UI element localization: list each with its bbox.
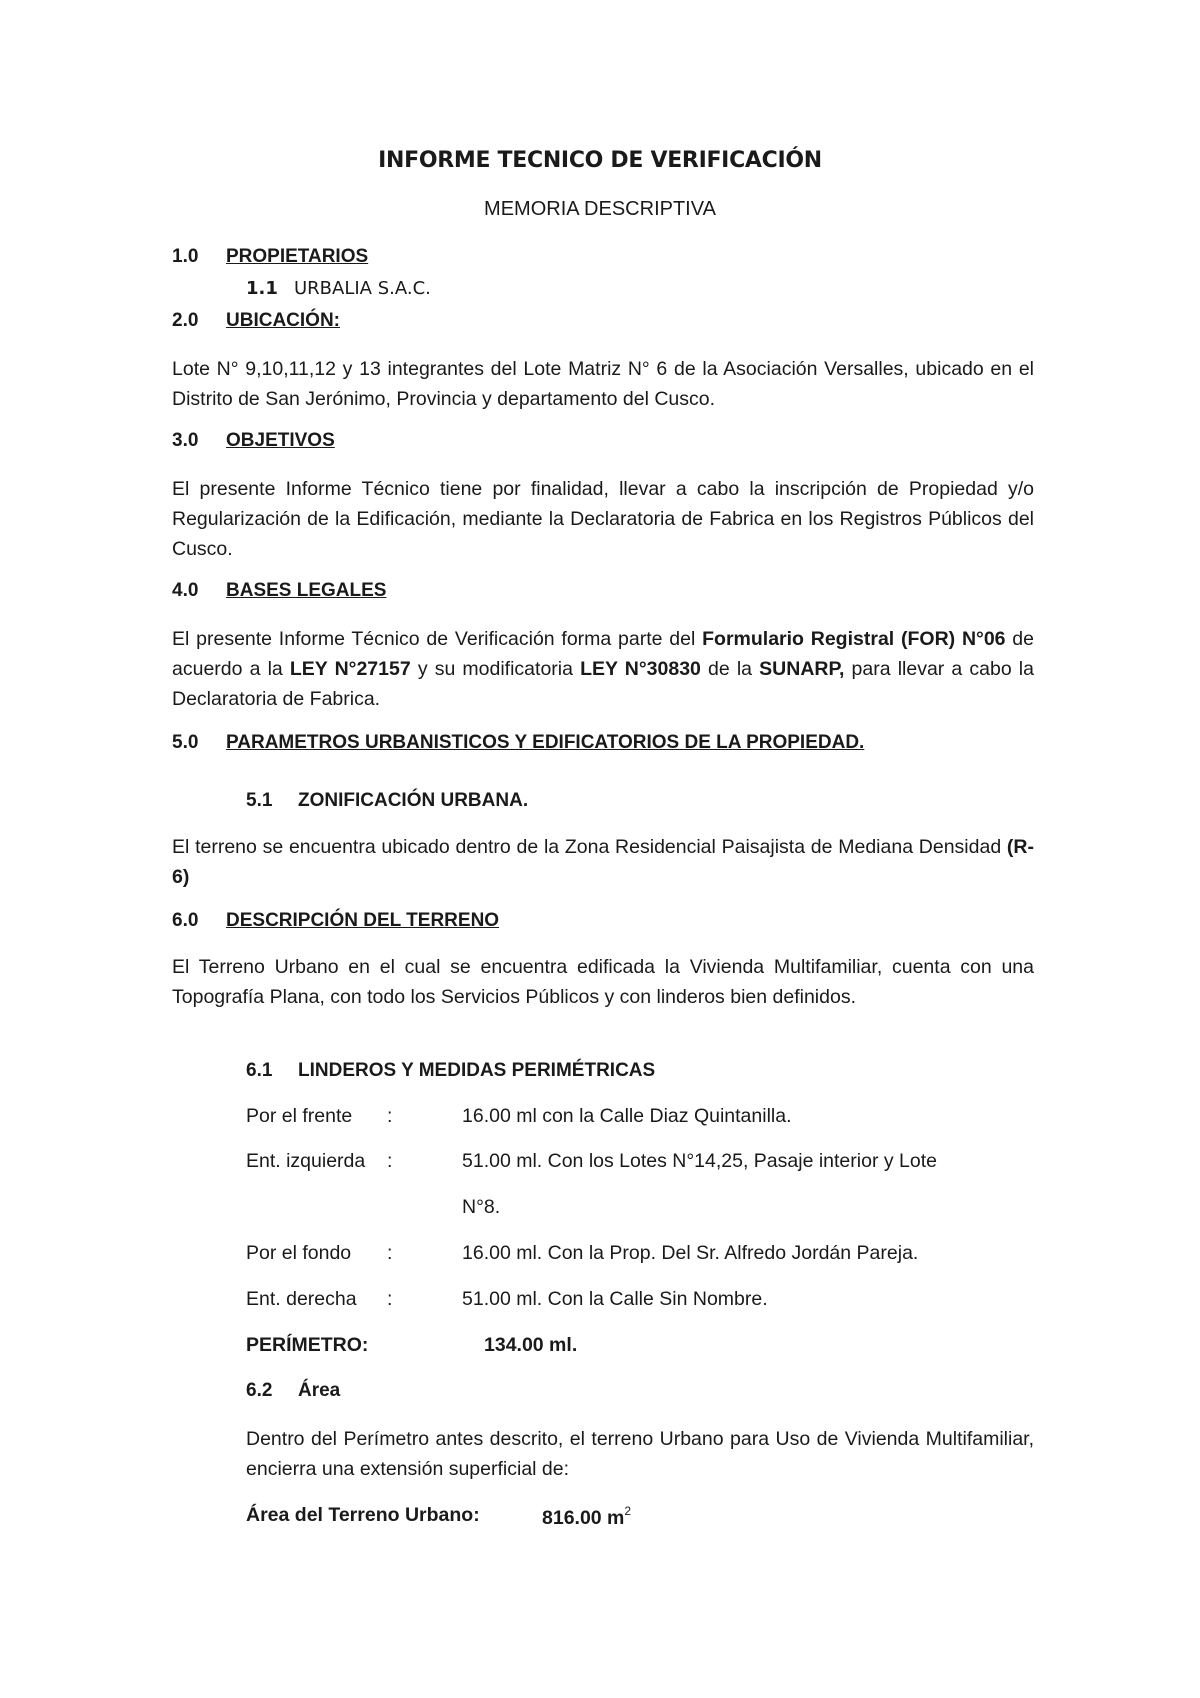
section-title: PROPIETARIOS (226, 246, 369, 267)
lindero-value: 51.00 ml. Con la Calle Sin Nombre. (462, 1288, 768, 1310)
subsection-zonificacion (246, 790, 528, 812)
descripcion-paragraph: El Terreno Urbano en el cual se encuentra edificada la Vivienda Multifamiliar, cuenta con una Topografía Plana, con todo los Servicios Públicos y con linderos bien definidos. (172, 956, 1034, 1008)
section-title: DESCRIPCIÓN DEL TERRENO (226, 910, 500, 931)
lindero-label: Ent. derecha (246, 1288, 357, 1310)
document-title: INFORME TECNICO DE VERIFICACIÓN (378, 148, 822, 173)
lindero-value: N°8. (462, 1196, 501, 1218)
zone-code: (R-6) (172, 836, 1034, 888)
ubicacion-paragraph: Lote N° 9,10,11,12 y 13 integrantes del Lote Matriz N° 6 de la Asociación Versalles, ubicado en el Distrito de San Jerónimo, Provincia y departamento del Cusco. (172, 358, 1034, 410)
section-title: OBJETIVOS (226, 430, 335, 451)
owner-name: URBALIA S.A.C. (294, 278, 431, 299)
bases-legales-paragraph (172, 624, 1034, 714)
zonificacion-paragraph (172, 832, 1034, 892)
subsection-number: 6.2 (246, 1380, 273, 1401)
text-run: de acuerdo a la (172, 628, 1034, 680)
ley-30830: LEY N°30830 (580, 658, 701, 680)
section-number: 2.0 (172, 310, 199, 331)
subsection-title: Área (298, 1380, 341, 1401)
section-title: BASES LEGALES (226, 580, 387, 601)
text-run: de la (700, 658, 760, 680)
section-number: 1.0 (172, 246, 199, 267)
subsection-area (246, 1380, 340, 1402)
section-number: 4.0 (172, 580, 199, 601)
section-heading-parametros (172, 732, 864, 754)
lindero-value: 16.00 ml con la Calle Diaz Quintanilla. (462, 1105, 792, 1127)
subsection-owner (246, 278, 431, 299)
lindero-label: Por el fondo (246, 1242, 352, 1264)
lindero-value: 51.00 ml. Con los Lotes N°14,25, Pasaje interior y Lote (462, 1150, 937, 1172)
lindero-colon: : (387, 1242, 393, 1264)
subsection-title: LINDEROS Y MEDIDAS PERIMÉTRICAS (298, 1060, 656, 1081)
section-heading-objetivos (172, 430, 335, 452)
subsection-linderos (246, 1060, 655, 1082)
section-title: PARAMETROS URBANISTICOS Y EDIFICATORIOS DE LA PROPIEDAD. (226, 732, 865, 753)
area-unit-exponent: 2 (624, 1504, 632, 1518)
perimetro-value: 134.00 ml. (484, 1334, 578, 1356)
lindero-colon: : (387, 1288, 393, 1310)
section-heading-descripcion (172, 910, 499, 932)
text-run: y su modificatoria (410, 658, 581, 680)
area-total-line (246, 1504, 632, 1529)
ley-27157: LEY N°27157 (289, 658, 411, 680)
formulario-registral: Formulario Registral (FOR) N°06 (702, 628, 1006, 650)
area-number: 816.00 m (542, 1507, 625, 1529)
section-number: 6.0 (172, 910, 199, 931)
subsection-number: 1.1 (246, 278, 278, 299)
text-run: El presente Informe Técnico de Verificación forma parte del (172, 628, 703, 650)
area-paragraph: Dentro del Perímetro antes descrito, el terreno Urbano para Uso de Vivienda Multifamiliar, encierra una extensión superficial de: (246, 1428, 1034, 1480)
section-heading-bases-legales (172, 580, 386, 602)
text-run: para llevar a cabo la Declaratoria de Fabrica. (172, 658, 1034, 710)
lindero-colon: : (387, 1105, 393, 1127)
section-number: 3.0 (172, 430, 199, 451)
lindero-colon: : (387, 1150, 393, 1172)
lindero-label: Por el frente (246, 1105, 353, 1127)
lindero-value: 16.00 ml. Con la Prop. Del Sr. Alfredo Jordán Pareja. (462, 1242, 919, 1264)
perimetro-label: PERÍMETRO: (246, 1334, 369, 1356)
sunarp: SUNARP, (759, 658, 845, 680)
section-number: 5.0 (172, 732, 199, 753)
area-label: Área del Terreno Urbano: (246, 1504, 480, 1526)
lindero-label: Ent. izquierda (246, 1150, 366, 1172)
section-heading-ubicacion (172, 310, 340, 332)
objetivos-paragraph: El presente Informe Técnico tiene por finalidad, llevar a cabo la inscripción de Propiedad y/o Regularización de la Edificación, mediante la Declaratoria de Fabrica en los Registros Públicos del Cusco. (172, 478, 1034, 560)
section-heading-propietarios (172, 246, 368, 268)
section-title: UBICACIÓN: (226, 310, 340, 331)
area-value (542, 1504, 631, 1530)
subsection-title: ZONIFICACIÓN URBANA. (298, 790, 529, 811)
subsection-number: 5.1 (246, 790, 273, 811)
perimetro-line (246, 1334, 578, 1357)
subsection-number: 6.1 (246, 1060, 273, 1081)
document-subtitle: MEMORIA DESCRIPTIVA (484, 198, 716, 220)
text-run: El terreno se encuentra ubicado dentro de la Zona Residencial Paisajista de Mediana Densidad (172, 836, 1007, 858)
